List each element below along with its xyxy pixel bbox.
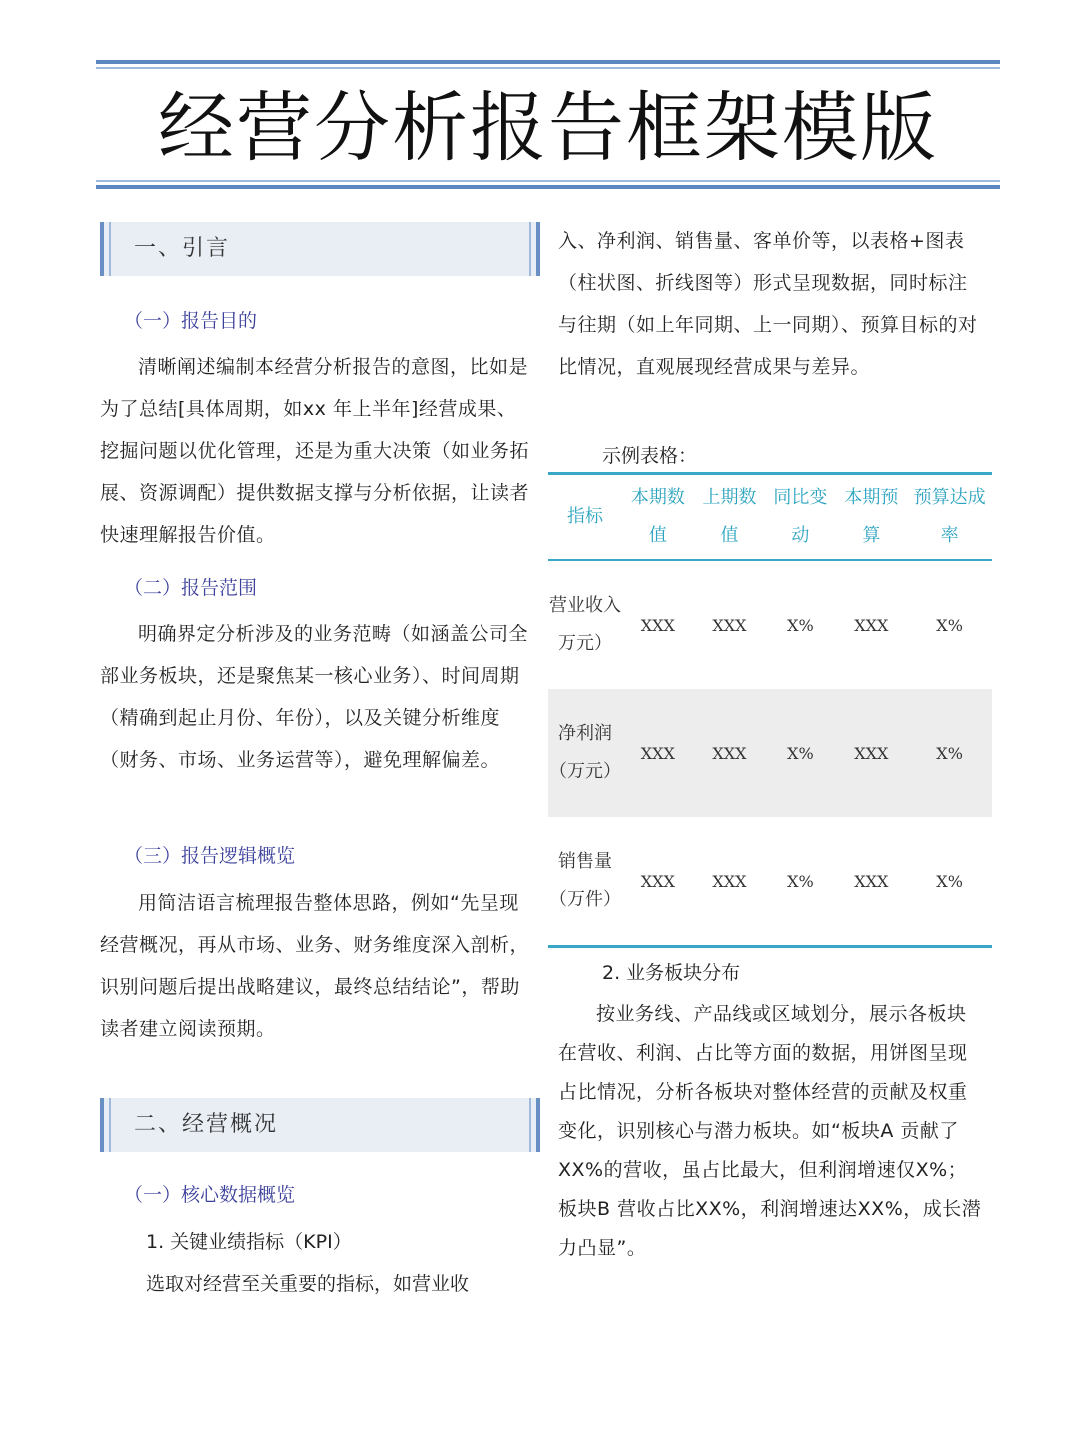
table-cell: XXX [694, 689, 766, 817]
table-header-cell: 同比变动 [765, 474, 835, 561]
table-cell: XXX [712, 615, 747, 635]
kpi-text-start: 选取对经营至关重要的指标，如营业收 [146, 1273, 470, 1295]
title-rule-top [96, 60, 1000, 64]
kpi-table [548, 472, 992, 948]
table-header-cell: 指标 [548, 474, 622, 561]
section-heading-intro [100, 222, 540, 276]
table-cell: XXX [694, 817, 766, 947]
kpi-text-continued: 入、净利润、销售量、客单价等，以表格+图表（柱状图、折线图等）形式呈现数据，同时标注与往期（如上年同期、上一同期）、预算目标的对比情况，直观展现经营成果与差异。 [558, 230, 978, 378]
page-title: 经营分析报告框架模版 [158, 83, 938, 172]
paragraph-purpose: 清晰阐述编制本经营分析报告的意图，比如是为了总结[具体周期，如xx 年上半年]经营成果、挖掘问题以优化管理，还是为重大决策（如业务拓展、资源调配）提供数据支撑与分析依据，让读者快速理解报告价值。 [100, 356, 530, 546]
kpi-heading: 1. 关键业绩指标（KPI） [146, 1231, 352, 1253]
table-cell: X% [936, 615, 963, 635]
table-cell: X% [765, 817, 835, 947]
table-cell-indicator: 营业收入万元） [549, 595, 621, 654]
table-cell: XXX [854, 615, 889, 635]
table-cell: XXX [836, 689, 908, 817]
table-header-cell: 上期数值 [694, 474, 766, 561]
table-header-row [548, 474, 992, 561]
table-cell: X% [787, 615, 814, 635]
subheading-scope: （二）报告范围 [124, 577, 258, 599]
table-cell: XXX [622, 689, 694, 817]
title-rule-bottom [96, 185, 1000, 189]
table-row [548, 689, 992, 817]
subheading-purpose: （一）报告目的 [124, 310, 258, 332]
segment-heading: 2. 业务板块分布 [602, 962, 741, 984]
table-cell: XXX [640, 615, 675, 635]
section-heading-text: 二、经营概况 [134, 1112, 279, 1137]
paragraph-scope: 明确界定分析涉及的业务范畴（如涵盖公司全部业务板块，还是聚焦某一核心业务）、时间周期（精确到起止月份、年份），以及关键分析维度（财务、市场、业务运营等），避免理解偏差。 [100, 623, 529, 771]
table-caption: 示例表格： [602, 445, 698, 467]
table-cell: XXX [622, 817, 694, 947]
table-cell: XXX [836, 817, 908, 947]
table-cell-indicator: 销售量（万件） [548, 817, 622, 947]
table-cell: X% [907, 689, 992, 817]
table-cell: X% [765, 689, 835, 817]
segment-paragraph: 按业务线、产品线或区域划分，展示各板块在营收、利润、占比等方面的数据，用饼图呈现占比情况，分析各板块对整体经营的贡献及权重变化，识别核心与潜力板块。如“板块A 贡献了XX%的营收，虽占比最大，但利润增速仅X%；板块B 营收占比XX%，利润增速达XX%，成长潜力凸显”。 [558, 1003, 982, 1259]
table-header-cell: 本期预算 [836, 474, 908, 561]
title-rule-bottom-thin [96, 180, 1000, 182]
table-row [548, 817, 992, 947]
table-header-cell: 预算达成率 [907, 474, 992, 561]
title-rule-top-thin [96, 67, 1000, 69]
table-cell: X% [907, 817, 992, 947]
subheading-core-data: （一）核心数据概览 [124, 1184, 296, 1206]
paragraph-logic: 用简洁语言梳理报告整体思路，例如“先呈现经营概况，再从市场、业务、财务维度深入剖析，识别问题后提出战略建议，最终总结结论”，帮助读者建立阅读预期。 [100, 892, 530, 1040]
table-row [548, 560, 992, 689]
subheading-logic: （三）报告逻辑概览 [124, 845, 296, 867]
section-heading-overview [100, 1098, 540, 1152]
table-header-cell: 本期数值 [622, 474, 694, 561]
section-heading-text: 一、引言 [134, 236, 231, 261]
table-cell-indicator: 净利润（万元） [548, 689, 622, 817]
